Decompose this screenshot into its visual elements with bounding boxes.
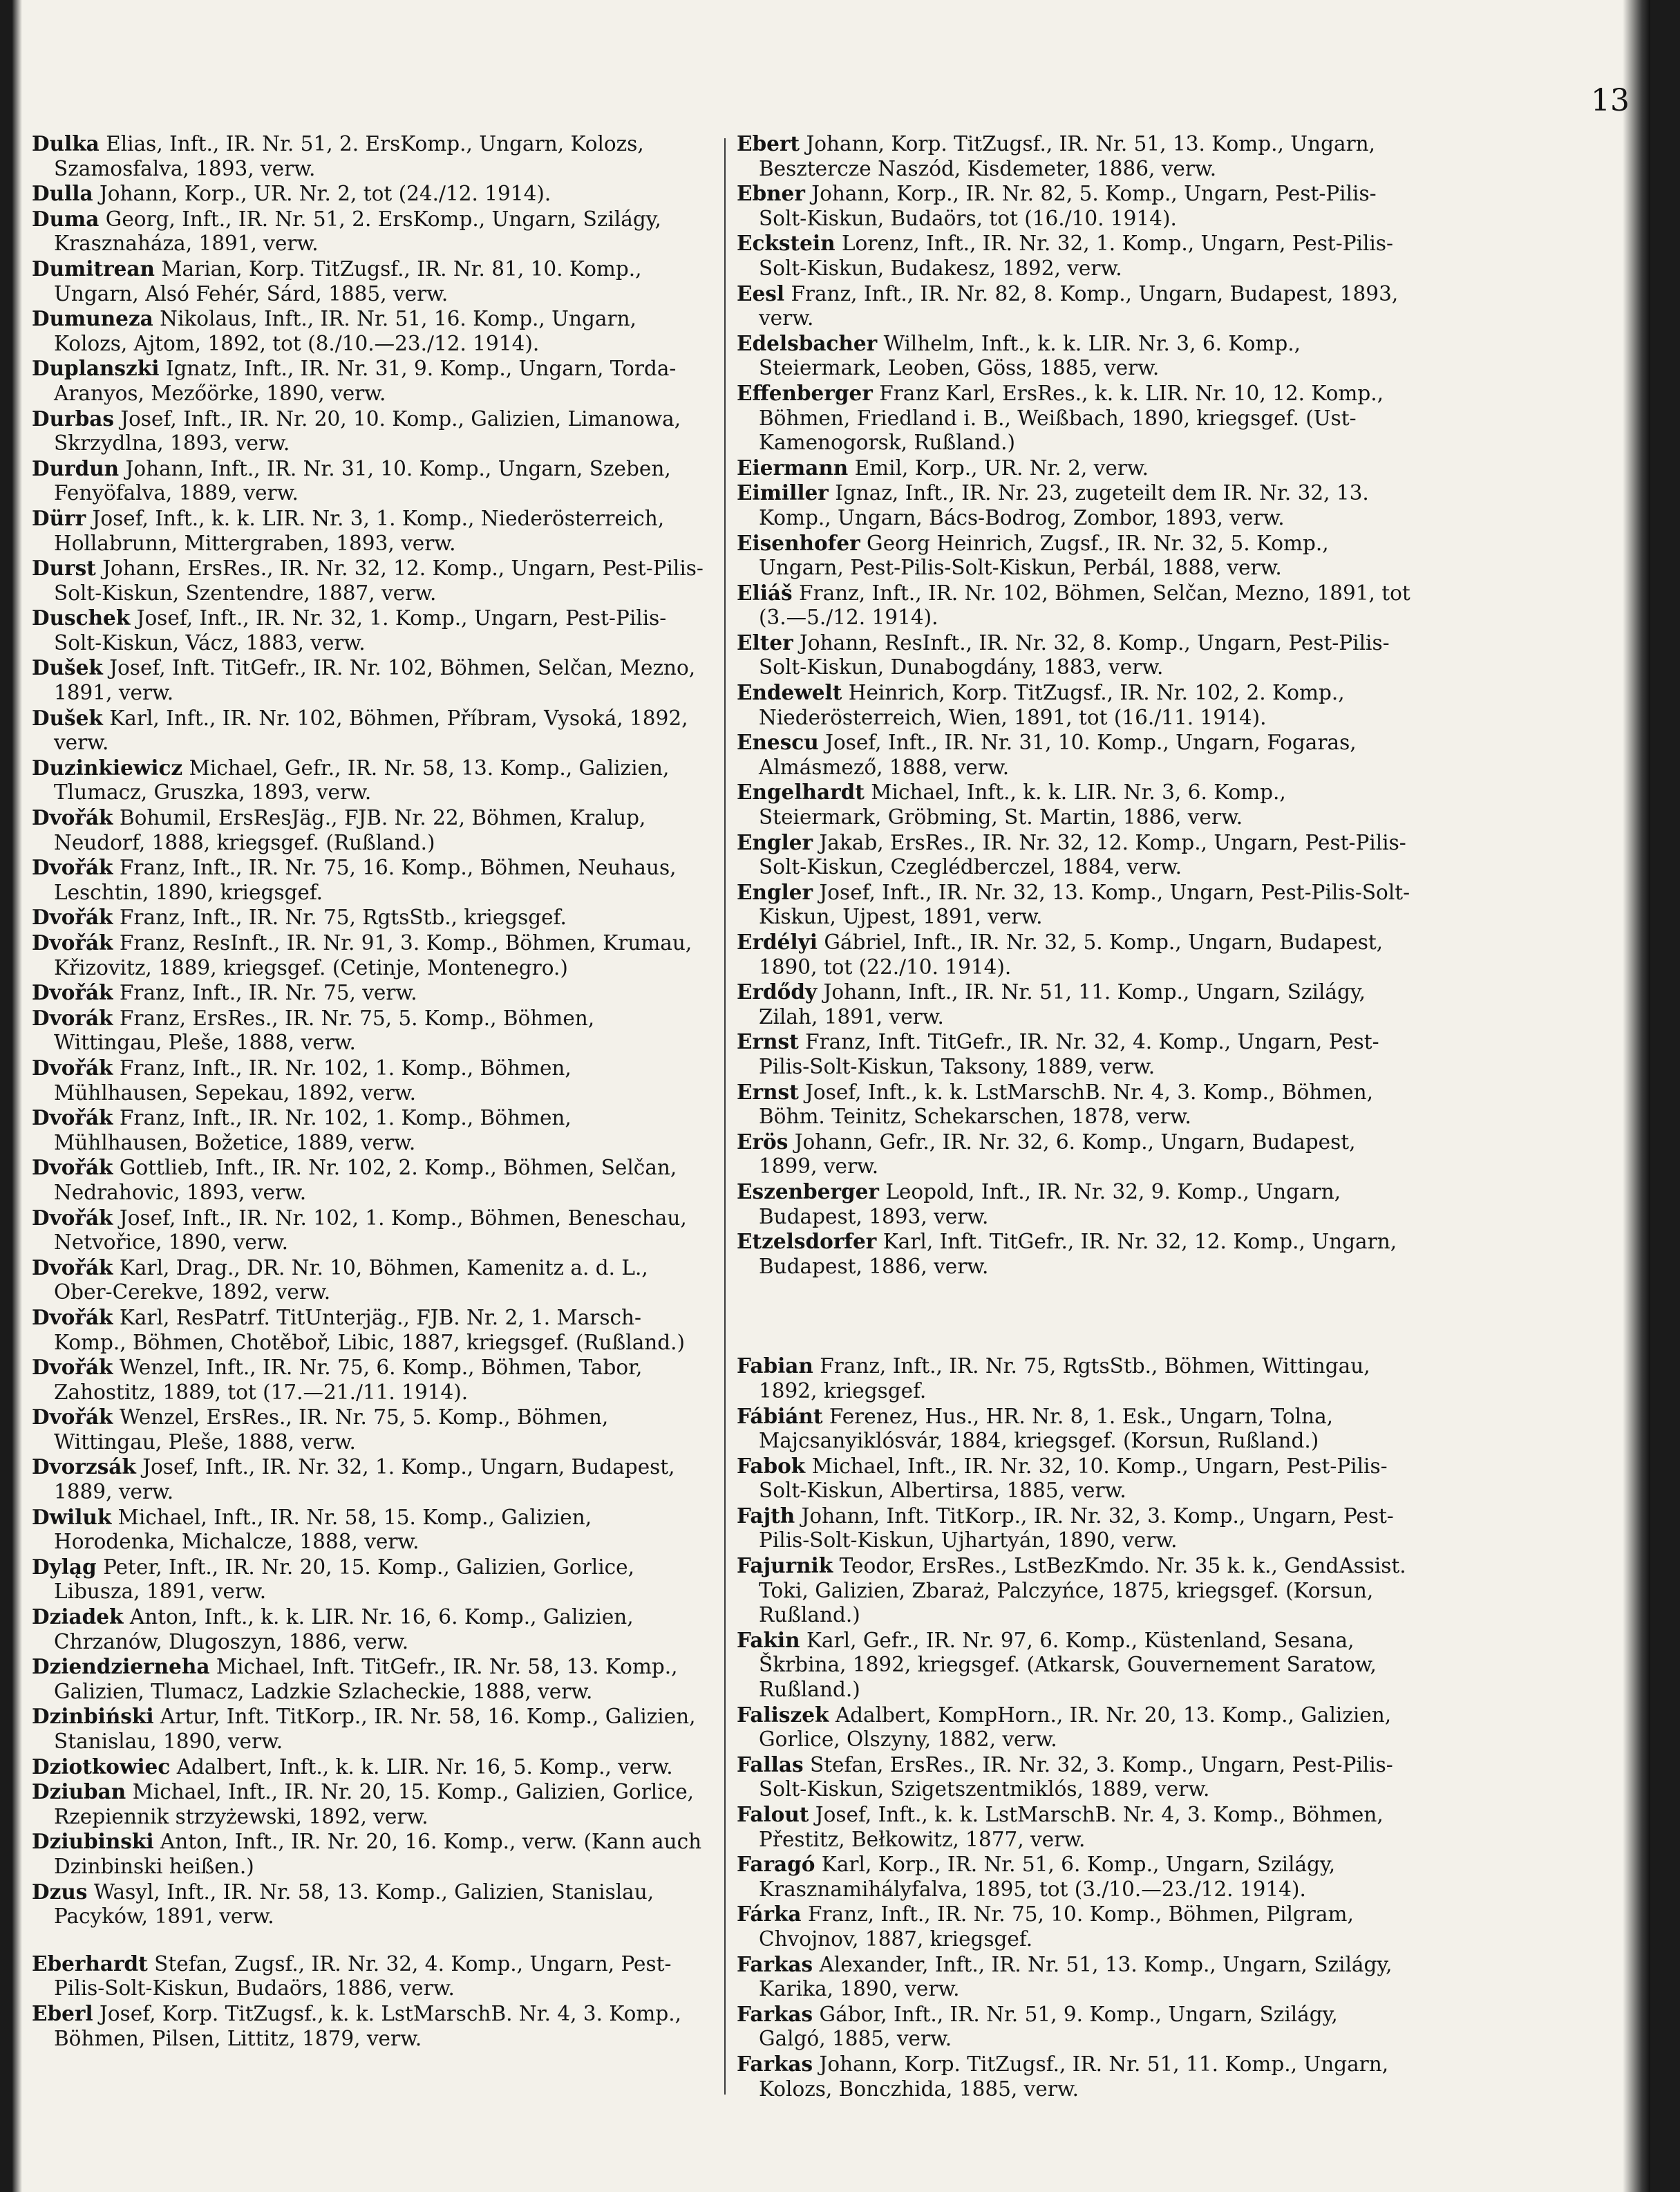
entry-details: Karl, Inft. TitGefr., IR. Nr. 32, 12. Komp., Ungarn, Budapest, 1886, verw. [759, 1230, 1397, 1278]
entry-details: Josef, Inft., IR. Nr. 32, 1. Komp., Ungarn, Pest-Pilis-Solt-Kiskun, Vácz, 1883, verw. [54, 606, 667, 655]
entry-surname: Endewelt [737, 680, 842, 705]
entry-details: Michael, Inft. TitGefr., IR. Nr. 58, 13. Komp., Galizien, Tlumacz, Ladzkie Szlacheckie, 1888, verw. [54, 1655, 678, 1703]
entry-surname: Engelhardt [737, 780, 865, 805]
entry-details: Jakab, ErsRes., IR. Nr. 32, 12. Komp., Ungarn, Pest-Pilis-Solt-Kiskun, Czeglédberczel, 1884, verw. [759, 830, 1406, 879]
register-entry [32, 1829, 706, 1879]
entry-surname: Fajth [737, 1503, 795, 1528]
entry-details: Josef, Inft. TitGefr., IR. Nr. 102, Böhmen, Selčan, Mezno, 1891, verw. [54, 656, 696, 705]
entry-details: Gottlieb, Inft., IR. Nr. 102, 2. Komp., Böhmen, Selčan, Nedrahovic, 1893, verw. [54, 1156, 677, 1204]
register-entry [737, 331, 1410, 381]
entry-surname: Fakin [737, 1627, 800, 1652]
register-entry [32, 756, 706, 805]
register-entry [737, 131, 1410, 181]
register-entry [32, 1155, 706, 1205]
right-entries-f [737, 1353, 1410, 2101]
entry-details: Franz, Inft., IR. Nr. 75, 16. Komp., Böhmen, Neuhaus, Leschtin, 1890, kriegsgef. [54, 856, 677, 904]
register-entry [32, 1505, 706, 1555]
entry-surname: Dürr [32, 505, 86, 530]
column-divider [724, 138, 726, 2095]
register-entry [32, 655, 706, 705]
entry-surname: Dušek [32, 705, 103, 730]
entry-surname: Duma [32, 206, 100, 231]
entry-surname: Eberhardt [32, 1951, 148, 1976]
entry-surname: Dziotkowiec [32, 1754, 171, 1779]
register-entry [32, 1654, 706, 1704]
entry-surname: Eisenhofer [737, 530, 860, 555]
register-entry [32, 1454, 706, 1504]
entry-details: Johann, Gefr., IR. Nr. 32, 6. Komp., Ungarn, Budapest, 1899, verw. [759, 1130, 1356, 1179]
entry-details: Josef, Korp. TitZugsf., k. k. LstMarschB. Nr. 4, 3. Komp., Böhmen, Pilsen, Littitz, 1879, verw. [54, 2001, 681, 2050]
entry-surname: Eberl [32, 2001, 93, 2025]
register-entry [737, 680, 1410, 730]
entry-details: Johann, Inft., IR. Nr. 51, 11. Komp., Ungarn, Szilágy, Zilah, 1891, verw. [759, 980, 1366, 1029]
entry-details: Anton, Inft., k. k. LIR. Nr. 16, 6. Komp., Galizien, Chrzanów, Dlugoszyn, 1886, verw. [54, 1605, 634, 1654]
register-entry [32, 1206, 706, 1255]
register-entry [737, 1404, 1410, 1454]
entry-details: Michael, Gefr., IR. Nr. 58, 13. Komp., Galizien, Tlumacz, Gruszka, 1893, verw. [54, 756, 670, 805]
register-entry [32, 256, 706, 306]
page-edge-left [12, 0, 22, 2192]
section-gap [737, 1279, 1410, 1353]
entry-details: Johann, Inft., IR. Nr. 31, 10. Komp., Ungarn, Szeben, Fenyöfalva, 1889, verw. [54, 456, 671, 505]
entry-details: Karl, Gefr., IR. Nr. 97, 6. Komp., Küstenland, Sesana, Škrbina, 1892, kriegsgef. (Atkarsk, Gouvernement Saratow, Rußland.) [759, 1628, 1377, 1702]
entry-details: Heinrich, Korp. TitZugsf., IR. Nr. 102, 2. Komp., Niederösterreich, Wien, 1891, tot (16./11. 1914). [759, 681, 1345, 729]
register-entry [737, 1029, 1410, 1079]
entry-details: Johann, Korp. TitZugsf., IR. Nr. 51, 11. Komp., Ungarn, Kolozs, Bonczhida, 1885, verw. [759, 2052, 1389, 2101]
entry-details: Karl, Korp., IR. Nr. 51, 6. Komp., Ungarn, Szilágy, Krasznamihályfalva, 1895, tot (3./10.—23./12. 1914). [759, 1853, 1336, 1901]
entry-surname: Dzinbiński [32, 1704, 154, 1729]
register-entry [737, 456, 1410, 481]
entry-surname: Engler [737, 879, 813, 904]
entry-surname: Fajurnik [737, 1553, 833, 1578]
entry-details: Josef, Inft., IR. Nr. 102, 1. Komp., Böhmen, Beneschau, Netvořice, 1890, verw. [54, 1206, 687, 1255]
register-entry [737, 1703, 1410, 1752]
entry-details: Anton, Inft., IR. Nr. 20, 16. Komp., verw. (Kann auch Dzinbinski heißen.) [54, 1830, 702, 1878]
entry-details: Josef, Inft., IR. Nr. 32, 13. Komp., Ungarn, Pest-Pilis-Solt-Kiskun, Ujpest, 1891, verw. [759, 880, 1410, 929]
entry-surname: Dvořák [32, 1304, 113, 1329]
entry-details: Georg, Inft., IR. Nr. 51, 2. ErsKomp., Ungarn, Szilágy, Krasznaháza, 1891, verw. [54, 207, 661, 256]
register-entry [32, 456, 706, 506]
entry-details: Alexander, Inft., IR. Nr. 51, 13. Komp., Ungarn, Szilágy, Karika, 1890, verw. [759, 1952, 1393, 2001]
register-entry [737, 1802, 1410, 1852]
entry-details: Ignatz, Inft., IR. Nr. 31, 9. Komp., Ungarn, Torda-Aranyos, Mezőörke, 1890, verw. [54, 357, 677, 405]
register-entry [32, 207, 706, 256]
register-entry [32, 1056, 706, 1105]
entry-details: Karl, ResPatrf. TitUnterjäg., FJB. Nr. 2, 1. Marsch-Komp., Böhmen, Chotěboř, Libic, 1887, kriegsgef. (Rußland.) [54, 1305, 686, 1354]
entry-details: Franz, Inft., IR. Nr. 82, 8. Komp., Ungarn, Budapest, 1893, verw. [759, 281, 1399, 330]
entry-details: Adalbert, KompHorn., IR. Nr. 20, 13. Komp., Galizien, Gorlice, Olszyny, 1882, verw. [759, 1703, 1392, 1752]
register-entry [32, 1951, 706, 2001]
left-entries-e [32, 1951, 706, 2051]
entry-surname: Dziuban [32, 1779, 126, 1804]
entry-surname: Erdélyi [737, 930, 818, 954]
register-entry [737, 1553, 1410, 1628]
right-entries-e [737, 131, 1410, 1279]
entry-details: Elias, Inft., IR. Nr. 51, 2. ErsKomp., Ungarn, Kolozs, Szamosfalva, 1893, verw. [54, 132, 644, 180]
entry-surname: Dulka [32, 131, 100, 156]
entry-surname: Dyląg [32, 1554, 97, 1579]
entry-details: Wilhelm, Inft., k. k. LIR. Nr. 3, 6. Komp., Steiermark, Leoben, Göss, 1885, verw. [759, 331, 1301, 380]
entry-details: Josef, Inft., k. k. LIR. Nr. 3, 1. Komp., Niederösterreich, Hollabrunn, Mittergraben, 1893, verw. [54, 506, 665, 555]
entry-details: Michael, Inft., IR. Nr. 32, 10. Komp., Ungarn, Pest-Pilis-Solt-Kiskun, Albertirsa, 1885, verw. [759, 1454, 1388, 1503]
entry-surname: Dvořák [32, 855, 113, 880]
entry-details: Leopold, Inft., IR. Nr. 32, 9. Komp., Ungarn, Budapest, 1893, verw. [759, 1179, 1341, 1228]
entry-surname: Dvořák [32, 905, 113, 930]
register-entry [737, 1130, 1410, 1179]
entry-details: Karl, Drag., DR. Nr. 10, Böhmen, Kamenitz a. d. L., Ober-Cerekve, 1892, verw. [54, 1255, 648, 1304]
register-entry [737, 231, 1410, 281]
entry-details: Ignaz, Inft., IR. Nr. 23, zugeteilt dem IR. Nr. 32, 13. Komp., Ungarn, Bács-Bodrog, Zombor, 1893, verw. [759, 481, 1369, 530]
entry-surname: Dvořák [32, 1405, 113, 1430]
register-entry [737, 2002, 1410, 2052]
entry-surname: Dvořák [32, 1055, 113, 1080]
entry-details: Franz, Inft. TitGefr., IR. Nr. 32, 4. Komp., Ungarn, Pest-Pilis-Solt-Kiskun, Taksony, 1889, verw. [759, 1030, 1379, 1078]
entry-surname: Dzus [32, 1879, 88, 1904]
register-entry [32, 855, 706, 905]
entry-surname: Dvorzsák [32, 1454, 136, 1479]
entry-surname: Eckstein [737, 231, 836, 256]
left-entries-d [32, 131, 706, 1929]
register-entry [32, 356, 706, 406]
entry-surname: Faliszek [737, 1702, 829, 1727]
entry-details: Franz, Inft., IR. Nr. 102, Böhmen, Selčan, Mezno, 1891, tot (3.—5./12. 1914). [759, 581, 1410, 630]
entry-details: Franz, Inft., IR. Nr. 102, 1. Komp., Böhmen, Mühlhausen, Božetice, 1889, verw. [54, 1106, 572, 1154]
entry-details: Franz, Inft., IR. Nr. 75, RgtsStb., kriegsgef. [119, 906, 567, 930]
entry-surname: Ernst [737, 1029, 799, 1054]
entry-surname: Eiermann [737, 455, 849, 480]
entry-surname: Elter [737, 630, 793, 655]
entry-details: Johann, ErsRes., IR. Nr. 32, 12. Komp., Ungarn, Pest-Pilis-Solt-Kiskun, Szentendre, 1887, verw. [54, 556, 704, 605]
entry-surname: Falout [737, 1802, 809, 1826]
entry-details: Franz, Inft., IR. Nr. 75, verw. [119, 981, 417, 1005]
register-entry [737, 381, 1410, 456]
entry-details: Wenzel, ErsRes., IR. Nr. 75, 5. Komp., Böhmen, Wittingau, Pleše, 1888, verw. [54, 1405, 609, 1454]
entry-details: Josef, Inft., IR. Nr. 20, 10. Komp., Galizien, Limanowa, Skrzydlna, 1893, verw. [54, 406, 681, 456]
entry-surname: Eimiller [737, 480, 829, 505]
entry-surname: Dvořák [32, 805, 113, 830]
entry-surname: Dvořák [32, 1355, 113, 1380]
register-entry [32, 506, 706, 556]
register-entry [32, 1006, 706, 1056]
entry-surname: Eesl [737, 281, 785, 306]
entry-details: Franz, Inft., IR. Nr. 75, RgtsStb., Böhmen, Wittingau, 1892, kriegsgef. [759, 1354, 1370, 1403]
register-entry [32, 1105, 706, 1155]
register-entry [32, 1604, 706, 1654]
entry-details: Stefan, Zugsf., IR. Nr. 32, 4. Komp., Ungarn, Pest-Pilis-Solt-Kiskun, Budaörs, 1886, verw. [54, 1951, 672, 2001]
register-entry [32, 1779, 706, 1829]
entry-details: Wenzel, Inft., IR. Nr. 75, 6. Komp., Böhmen, Tabor, Zahostitz, 1889, tot (17.—21./11. 1914). [54, 1356, 643, 1404]
entry-surname: Fábiánt [737, 1403, 823, 1428]
entry-surname: Dvořák [32, 930, 113, 955]
register-entry [737, 581, 1410, 630]
register-entry [32, 980, 706, 1006]
register-entry [737, 730, 1410, 780]
entry-surname: Farkas [737, 1951, 813, 1976]
entry-surname: Eliáš [737, 580, 793, 605]
entry-surname: Dvorák [32, 1005, 113, 1030]
section-gap [32, 1929, 706, 1951]
register-entry [32, 805, 706, 855]
document-page [12, 0, 1650, 2192]
entry-details: Bohumil, ErsResJäg., FJB. Nr. 22, Böhmen, Kralup, Neudorf, 1888, kriegsgef. (Rußland.) [54, 806, 646, 854]
register-entry [737, 1080, 1410, 1130]
register-entry [32, 1255, 706, 1305]
register-entry [32, 1405, 706, 1454]
entry-surname: Dvořák [32, 1255, 113, 1280]
entry-details: Stefan, ErsRes., IR. Nr. 32, 3. Komp., Ungarn, Pest-Pilis-Solt-Kiskun, Szigetszentmiklós, 1889, verw. [759, 1752, 1393, 1801]
right-column [737, 131, 1410, 2101]
register-entry [32, 131, 706, 181]
register-entry [737, 630, 1410, 680]
register-entry [737, 1628, 1410, 1703]
entry-surname: Durbas [32, 406, 114, 431]
entry-surname: Ernst [737, 1079, 799, 1104]
entry-surname: Fallas [737, 1752, 804, 1777]
entry-surname: Ebert [737, 131, 800, 156]
entry-details: Johann, Korp., UR. Nr. 2, tot (24./12. 1914). [99, 182, 551, 206]
entry-surname: Dumuneza [32, 306, 153, 331]
register-entry [32, 1555, 706, 1604]
register-entry [32, 930, 706, 980]
entry-surname: Engler [737, 830, 813, 854]
entry-surname: Ebner [737, 181, 805, 206]
entry-surname: Fabian [737, 1353, 813, 1378]
entry-details: Lorenz, Inft., IR. Nr. 32, 1. Komp., Ungarn, Pest-Pilis-Solt-Kiskun, Budakesz, 1892, verw. [759, 232, 1393, 280]
entry-details: Emil, Korp., UR. Nr. 2, verw. [854, 456, 1149, 480]
register-entry [737, 830, 1410, 880]
register-entry [32, 905, 706, 930]
register-entry [737, 1353, 1410, 1403]
register-entry [32, 1704, 706, 1754]
entry-details: Franz, Inft., IR. Nr. 102, 1. Komp., Böhmen, Mühlhausen, Sepekau, 1892, verw. [54, 1056, 572, 1105]
register-entry [737, 980, 1410, 1029]
entry-details: Josef, Inft., k. k. LstMarschB. Nr. 4, 3. Komp., Böhmen, Böhm. Teinitz, Schekarschen, 1878, verw. [759, 1080, 1374, 1129]
register-entry [32, 2001, 706, 2051]
entry-surname: Faragó [737, 1852, 815, 1877]
entry-details: Josef, Inft., k. k. LstMarschB. Nr. 4, 3. Komp., Böhmen, Přestitz, Bełkowitz, 1877, verw. [759, 1803, 1384, 1851]
register-entry [737, 1902, 1410, 1951]
register-entry [32, 406, 706, 456]
entry-surname: Duschek [32, 606, 131, 630]
entry-surname: Eszenberger [737, 1179, 879, 1203]
entry-surname: Durst [32, 556, 96, 581]
entry-surname: Enescu [737, 730, 819, 755]
register-entry [32, 606, 706, 655]
entry-details: Marian, Korp. TitZugsf., IR. Nr. 81, 10. Komp., Ungarn, Alsó Fehér, Sárd, 1885, verw. [54, 256, 642, 306]
entry-surname: Durdun [32, 456, 120, 480]
page-number: 13 [1591, 83, 1630, 118]
entry-surname: Dvořák [32, 1105, 113, 1130]
register-entry [737, 880, 1410, 930]
register-entry [737, 531, 1410, 581]
entry-details: Karl, Inft., IR. Nr. 102, Böhmen, Příbram, Vysoká, 1892, verw. [54, 706, 688, 755]
entry-details: Wasyl, Inft., IR. Nr. 58, 13. Komp., Galizien, Stanislau, Pacyków, 1891, verw. [54, 1880, 654, 1929]
entry-details: Johann, Inft. TitKorp., IR. Nr. 32, 3. Komp., Ungarn, Pest-Pilis-Solt-Kiskun, Ujhartyán, 1890, verw. [759, 1504, 1394, 1553]
register-entry [737, 1952, 1410, 2002]
entry-details: Peter, Inft., IR. Nr. 20, 15. Komp., Galizien, Gorlice, Libusza, 1891, verw. [54, 1555, 635, 1604]
left-column [32, 131, 706, 2051]
entry-details: Ferenez, Hus., HR. Nr. 8, 1. Esk., Ungarn, Tolna, Majcsanyiklósvár, 1884, kriegsgef. (Korsun, Rußland.) [759, 1404, 1334, 1453]
register-entry [737, 1752, 1410, 1802]
entry-details: Franz, Inft., IR. Nr. 75, 10. Komp., Böhmen, Pilgram, Chvojnov, 1887, kriegsgef. [759, 1902, 1354, 1951]
entry-surname: Fárka [737, 1902, 802, 1927]
entry-details: Michael, Inft., IR. Nr. 58, 15. Komp., Galizien, Horodenka, Michalcze, 1888, verw. [54, 1505, 592, 1554]
entry-surname: Etzelsdorfer [737, 1229, 877, 1254]
register-entry [32, 1305, 706, 1355]
entry-surname: Dvořák [32, 1205, 113, 1230]
register-entry [737, 930, 1410, 980]
register-entry [737, 1504, 1410, 1553]
entry-details: Georg Heinrich, Zugsf., IR. Nr. 32, 5. Komp., Ungarn, Pest-Pilis-Solt-Kiskun, Perbál, 1888, verw. [759, 531, 1329, 580]
entry-surname: Erös [737, 1129, 789, 1154]
entry-surname: Duzinkiewicz [32, 755, 183, 780]
entry-surname: Dušek [32, 655, 103, 680]
page-edge-right [1623, 0, 1650, 2192]
entry-details: Josef, Inft., IR. Nr. 31, 10. Komp., Ungarn, Fogaras, Almásmező, 1888, verw. [759, 731, 1357, 779]
entry-details: Artur, Inft. TitKorp., IR. Nr. 58, 16. Komp., Galizien, Stanislau, 1890, verw. [54, 1705, 696, 1753]
entry-surname: Duplanszki [32, 356, 160, 381]
entry-surname: Dziubinski [32, 1829, 154, 1854]
entry-surname: Dumitrean [32, 256, 155, 281]
register-entry [32, 556, 706, 606]
entry-surname: Dvořák [32, 1155, 113, 1180]
entry-details: Michael, Inft., IR. Nr. 20, 15. Komp., Galizien, Gorlice, Rzepiennik strzyżewski, 1892, verw. [54, 1780, 695, 1828]
register-entry [32, 306, 706, 356]
register-entry [737, 1179, 1410, 1229]
entry-surname: Effenberger [737, 380, 873, 405]
register-entry [737, 1229, 1410, 1279]
entry-surname: Dulla [32, 181, 93, 206]
entry-details: Johann, Korp., IR. Nr. 82, 5. Komp., Ungarn, Pest-Pilis-Solt-Kiskun, Budaörs, tot (16./10. 1914). [759, 182, 1377, 230]
register-entry [32, 1754, 706, 1780]
entry-details: Johann, ResInft., IR. Nr. 32, 8. Komp., Ungarn, Pest-Pilis-Solt-Kiskun, Dunabogdány, 1883, verw. [759, 630, 1390, 680]
entry-details: Franz, ErsRes., IR. Nr. 75, 5. Komp., Böhmen, Wittingau, Pleše, 1888, verw. [54, 1006, 595, 1055]
register-entry [32, 1355, 706, 1405]
register-entry [32, 706, 706, 756]
entry-details: Adalbert, Inft., k. k. LIR. Nr. 16, 5. Komp., verw. [176, 1754, 673, 1779]
register-entry [32, 181, 706, 207]
register-entry [737, 780, 1410, 830]
entry-surname: Dvořák [32, 980, 113, 1005]
entry-details: Gábor, Inft., IR. Nr. 51, 9. Komp., Ungarn, Szilágy, Galgó, 1885, verw. [759, 2002, 1338, 2051]
entry-details: Teodor, ErsRes., LstBezKmdo. Nr. 35 k. k., GendAssist. Toki, Galizien, Zbaraż, Palczyńce, 1875, kriegsgef. (Korsun, Rußland.) [759, 1554, 1406, 1627]
entry-surname: Fabok [737, 1453, 806, 1478]
entry-surname: Dziadek [32, 1604, 124, 1629]
entry-details: Gábriel, Inft., IR. Nr. 32, 5. Komp., Ungarn, Budapest, 1890, tot (22./10. 1914). [759, 930, 1384, 979]
register-entry [737, 1852, 1410, 1902]
entry-details: Nikolaus, Inft., IR. Nr. 51, 16. Komp., Ungarn, Kolozs, Ajtom, 1892, tot (8./10.—23./12. 1914). [54, 307, 636, 355]
entry-surname: Dziendzierneha [32, 1654, 210, 1679]
entry-surname: Farkas [737, 2001, 813, 2026]
register-entry [737, 181, 1410, 231]
register-entry [737, 480, 1410, 530]
entry-details: Michael, Inft., k. k. LIR. Nr. 3, 6. Komp., Steiermark, Gröbming, St. Martin, 1886, verw. [759, 780, 1286, 830]
entry-surname: Farkas [737, 2051, 813, 2076]
register-entry [737, 281, 1410, 331]
entry-details: Franz Karl, ErsRes., k. k. LIR. Nr. 10, 12. Komp., Böhmen, Friedland i. B., Weißbach, 1890, kriegsgef. (Ust-Kamenogorsk, Rußland.) [759, 381, 1384, 455]
entry-details: Josef, Inft., IR. Nr. 32, 1. Komp., Ungarn, Budapest, 1889, verw. [54, 1455, 675, 1504]
register-entry [32, 1880, 706, 1929]
entry-surname: Edelsbacher [737, 330, 878, 355]
entry-surname: Dwiluk [32, 1504, 112, 1529]
register-entry [737, 1454, 1410, 1504]
entry-details: Franz, ResInft., IR. Nr. 91, 3. Komp., Böhmen, Krumau, Křizovitz, 1889, kriegsgef. (Cetinje, Montenegro.) [54, 931, 692, 980]
register-entry [737, 2052, 1410, 2101]
entry-details: Johann, Korp. TitZugsf., IR. Nr. 51, 13. Komp., Ungarn, Besztercze Naszód, Kisdemeter, 1886, verw. [759, 132, 1376, 180]
entry-surname: Erdődy [737, 980, 818, 1004]
